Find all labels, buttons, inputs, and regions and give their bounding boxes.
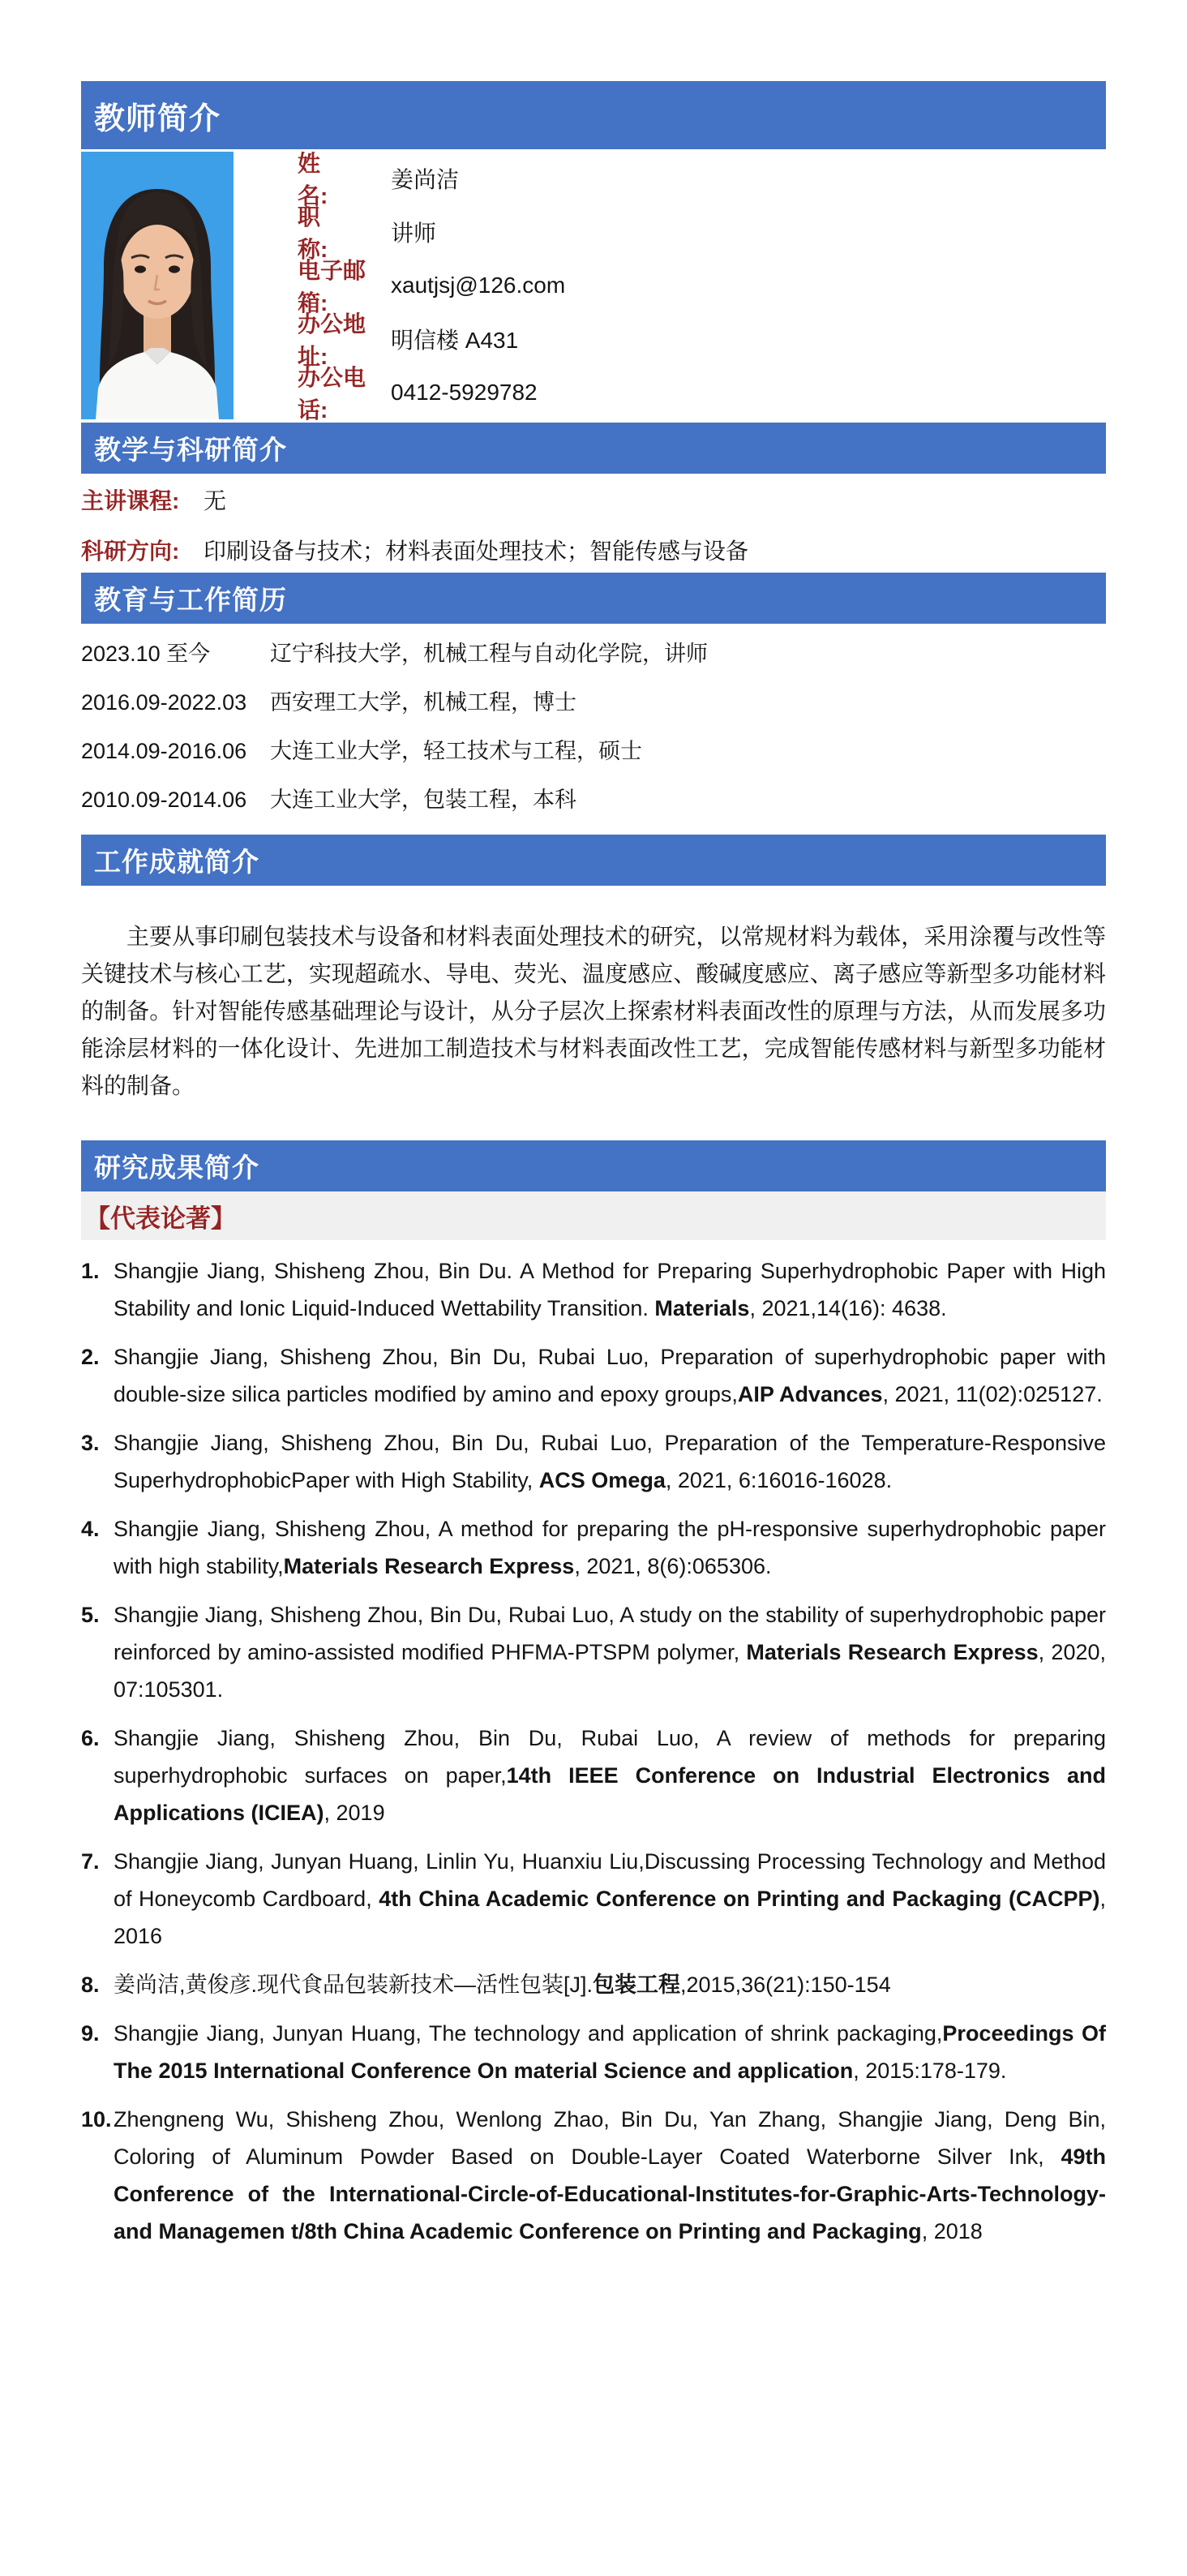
publication-item (81, 1843, 1106, 1955)
publication-text-segment: ,2015,36(21):150-154 (680, 1973, 891, 1997)
section-header-achievements-label: 工作成就简介 (94, 847, 259, 877)
publication-list (81, 1252, 1106, 2250)
profile-field-label: 电子邮箱: (298, 258, 366, 316)
publication-text (114, 2015, 1106, 2089)
publication-venue-bold: ACS Omega (538, 1468, 666, 1492)
publication-text (114, 1596, 1106, 1708)
publication-text-segment: Shangjie Jiang, Shisheng Zhou, Bin Du. A Method for Preparing Superhydrophobic Paper with High Stability and Ionic Liquid-Induced Wettability Transition. (114, 1259, 1106, 1320)
publication-text (114, 1719, 1106, 1831)
education-period: 2023.10 至今 (81, 642, 211, 666)
publication-number: 3. (81, 1431, 100, 1455)
publication-text-segment: Zhengneng Wu, Shisheng Zhou, Wenlong Zhao, Bin Du, Yan Zhang, Shangjie Jiang, Deng Bin, Coloring of Aluminum Powder Based on Double-Layer Coated Waterborne Silver Ink, (114, 2107, 1106, 2169)
publication-text (114, 1424, 1106, 1499)
education-detail: 大连工业大学，包装工程，本科 (270, 788, 576, 812)
profile-field-value: 姜尚洁 (391, 167, 460, 192)
education-row (81, 737, 1106, 765)
profile-field-value: 明信楼 A431 (391, 328, 519, 353)
profile-field-value: xautjsj@126.com (391, 273, 566, 298)
publication-text (114, 1338, 1106, 1413)
publication-text-segment: Shangjie Jiang, Shisheng Zhou, Bin Du, Rubai Luo, A review of methods for preparing superhydrophobic surfaces on paper, (114, 1726, 1106, 1788)
publication-venue-bold: 4th China Academic Conference on Printing and Packaging (CACPP) (379, 1887, 1100, 1911)
publication-text (114, 1510, 1106, 1585)
publication-number: 1. (81, 1259, 100, 1283)
profile-field-label: 职 称: (298, 204, 366, 262)
publication-venue-bold: Materials (654, 1296, 750, 1320)
profile-field-row (298, 365, 1106, 423)
publication-text (114, 1843, 1106, 1955)
publication-number: 7. (81, 1849, 100, 1874)
publication-item (81, 1252, 1106, 1327)
education-row (81, 640, 1106, 668)
publication-venue-bold: 包装工程 (593, 1973, 681, 1997)
publication-venue-bold: Materials Research Express (283, 1554, 575, 1578)
publication-number: 4. (81, 1517, 100, 1541)
publication-text-segment: Shangjie Jiang, Shisheng Zhou, A method for preparing the pH-responsive superhydrophobic paper with high stability, (114, 1517, 1106, 1578)
profile-field-row (298, 258, 1106, 316)
publication-text (114, 1252, 1106, 1327)
teaching-row-label: 主讲课程: (81, 488, 180, 513)
publication-item (81, 1424, 1106, 1499)
publication-item (81, 1596, 1106, 1708)
publication-item (81, 2101, 1106, 2250)
profile-fields (298, 151, 1106, 423)
teaching-row-label: 科研方向: (81, 539, 180, 564)
publication-item (81, 1510, 1106, 1585)
publication-text-segment: , 2015:178-179. (853, 2059, 1007, 2083)
education-rows (81, 640, 1106, 814)
profile-field-row (298, 151, 1106, 208)
publication-item (81, 1338, 1106, 1413)
profile-field-value: 讲师 (391, 221, 437, 246)
publication-venue-bold: 49th Conference of the International-Circle-of-Educational-Institutes-for-Graphic-Arts-Technology-and Managemen t/8th China Academic Conference on Printing and Packaging (114, 2145, 1106, 2243)
teaching-row-value: 印刷设备与技术；材料表面处理技术；智能传感与设备 (204, 539, 749, 564)
education-period: 2014.09-2016.06 (81, 739, 247, 763)
publication-number: 6. (81, 1726, 100, 1750)
publication-venue-bold: Materials Research Express (746, 1640, 1039, 1664)
publication-text-segment: , 2016 (114, 1887, 1106, 1948)
publication-text-segment: , 2021,14(16): 4638. (749, 1296, 947, 1320)
publication-item (81, 2015, 1106, 2089)
profile-photo (81, 152, 234, 419)
profile-field-label: 办公地址: (298, 311, 366, 369)
education-detail: 辽宁科技大学，机械工程与自动化学院，讲师 (270, 642, 708, 666)
representative-works-label: 【代表论著】 (85, 1204, 236, 1233)
section-header-teaching-research-label: 教学与科研简介 (94, 435, 287, 465)
publication-item (81, 1966, 1106, 2003)
profile-field-label: 姓 名: (298, 151, 366, 208)
publication-text (114, 2101, 1106, 2250)
publication-text-segment: 姜尚洁,黄俊彦.现代食品包装新技术—活性包装[J]. (114, 1973, 594, 1997)
publication-number: 2. (81, 1345, 100, 1369)
publication-text (114, 1966, 1106, 2003)
representative-works-band (81, 1191, 1106, 1240)
profile-field-label: 办公电话: (298, 365, 366, 423)
profile-field-value: 0412-5929782 (391, 380, 538, 405)
section-header-education-label: 教育与工作简历 (94, 585, 287, 615)
achievement-paragraph: 主要从事印刷包装技术与设备和材料表面处理技术的研究，以常规材料为载体，采用涂覆与改性等关键技术与核心工艺，实现超疏水、导电、荧光、温度感应、酸碱度感应、离子感应等新型多功能材料的制备。针对智能传感基础理论与设计，从分子层次上探索材料表面改性的原理与方法，从而发展多功能涂层材料的一体化设计、先进加工制造技术与材料表面改性工艺，完成智能传感材料与新型多功能材料的制备。 (81, 924, 1106, 1098)
section-header-education (81, 573, 1106, 624)
profile-section (81, 151, 1106, 423)
publication-text-segment: , 2021, 11(02):025127. (882, 1382, 1103, 1406)
publication-text-segment: Shangjie Jiang, Junyan Huang, Linlin Yu, Huanxiu Liu,Discussing Processing Technology and Method of Honeycomb Cardboard, (114, 1849, 1106, 1911)
section-header-achievements (81, 835, 1106, 886)
section-header-research-results-label: 研究成果简介 (94, 1153, 259, 1183)
publication-number: 9. (81, 2021, 100, 2046)
publication-text-segment: , 2021, 6:16016-16028. (665, 1468, 893, 1492)
education-detail: 大连工业大学，轻工技术与工程，硕士 (270, 739, 642, 763)
publication-venue-bold: Proceedings Of The 2015 International Conference On material Science and application (114, 2021, 1106, 2083)
publication-text-segment: , 2019 (324, 1801, 385, 1825)
education-period: 2016.09-2022.03 (81, 690, 247, 715)
teaching-rows (81, 485, 1106, 568)
teaching-row-value: 无 (204, 488, 227, 513)
publication-text-segment: Shangjie Jiang, Junyan Huang, The technology and application of shrink packaging, (114, 2021, 943, 2046)
education-row (81, 786, 1106, 814)
section-header-research-results (81, 1140, 1106, 1191)
publication-number: 8. (81, 1973, 100, 1997)
publication-text-segment: , 2020, 07:105301. (114, 1640, 1106, 1702)
publication-venue-bold: AIP Advances (737, 1382, 883, 1406)
publication-text-segment: Shangjie Jiang, Shisheng Zhou, Bin Du, Rubai Luo, Preparation of superhydrophobic paper with double-size silica particles modified by amino and epoxy groups, (114, 1345, 1106, 1406)
section-header-teacher-intro (81, 81, 1106, 149)
education-period: 2010.09-2014.06 (81, 788, 247, 812)
publication-item (81, 1719, 1106, 1831)
publication-number: 5. (81, 1603, 100, 1627)
publication-number: 10. (81, 2107, 112, 2132)
education-row (81, 689, 1106, 716)
teaching-row (81, 535, 1106, 568)
section-header-teaching-research (81, 423, 1106, 474)
education-detail: 西安理工大学，机械工程，博士 (270, 690, 576, 715)
publication-text-segment: , 2018 (921, 2219, 983, 2243)
profile-field-row (298, 311, 1106, 369)
teaching-row (81, 485, 1106, 517)
publication-text-segment: , 2021, 8(6):065306. (574, 1554, 772, 1578)
publication-text-segment: Shangjie Jiang, Shisheng Zhou, Bin Du, Rubai Luo, A study on the stability of superhydrophobic paper reinforced by amino-assisted modified PHFMA-PTSPM polymer, (114, 1603, 1106, 1664)
publication-venue-bold: 14th IEEE Conference on Industrial Electronics and Applications (ICIEA) (114, 1763, 1106, 1825)
section-header-teacher-intro-label: 教师简介 (94, 101, 221, 136)
publication-text-segment: Shangjie Jiang, Shisheng Zhou, Bin Du, Rubai Luo, Preparation of the Temperature-Responsive SuperhydrophobicPaper with High Stability, (114, 1431, 1106, 1492)
faculty-profile-page (81, 81, 1106, 2250)
profile-field-row (298, 204, 1106, 262)
